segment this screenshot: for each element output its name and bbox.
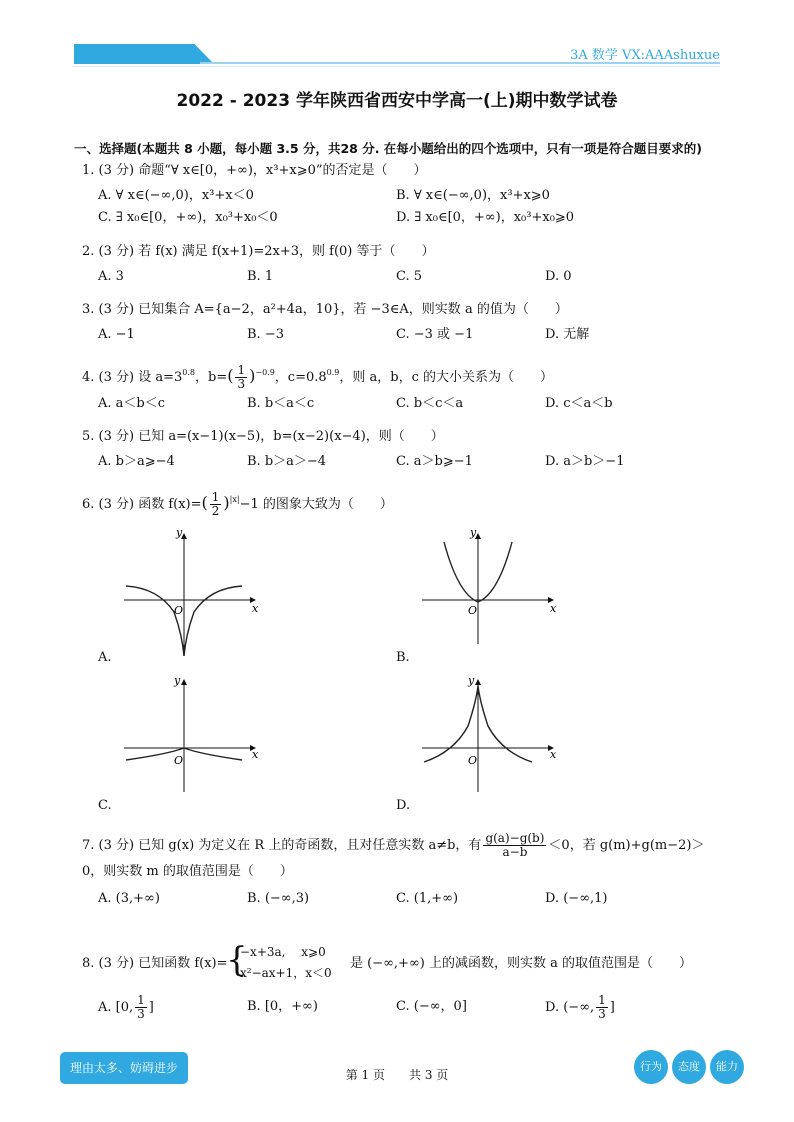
q2-option-a: A. 3 — [98, 269, 124, 284]
q7-option-a: A. (3,+∞) — [98, 891, 160, 906]
q3-option-a: A. −1 — [98, 327, 135, 342]
header-brand: 3A 数学 VX:AAAshuxue — [570, 48, 720, 63]
q1-option-c: C. ∃ x₀∈[0，+∞)，x₀³+x₀＜0 — [98, 210, 278, 225]
q1-option-d: D. ∃ x₀∈[0，+∞)，x₀³+x₀⩾0 — [396, 210, 575, 225]
q7-stem-line2: 0，则实数 m 的取值范围是（ ） — [82, 864, 293, 879]
x-label: x — [550, 602, 557, 615]
origin-label: O — [174, 754, 184, 767]
footer-badge-attitude: 态度 — [672, 1050, 706, 1084]
x-label: x — [550, 748, 557, 761]
q8-option-a: A. [0, $\frac{1}{3}$ ] — [98, 993, 154, 1021]
q2-option-d: D. 0 — [545, 269, 572, 284]
q5-option-a: A. b＞a⩾−4 — [98, 454, 175, 469]
page-title: 2022 - 2023 学年陕西省西安中学高一(上)期中数学试卷 — [176, 91, 618, 111]
x-label: x — [252, 748, 259, 761]
q6-graph-a — [118, 524, 268, 664]
q2-stem: 2. (3 分) 若 f(x) 满足 f(x+1)=2x+3，则 f(0) 等于（ ） — [82, 244, 435, 259]
q6-option-d: D. — [396, 798, 411, 813]
x-label: x — [252, 602, 259, 615]
q4-option-c: C. b＜c＜a — [396, 396, 464, 411]
q8-stem-pre: 8. (3 分) 已知函数 f(x)= — [82, 956, 228, 971]
q4-option-d: D. c＜a＜b — [545, 396, 613, 411]
q6-option-b: B. — [396, 650, 410, 665]
origin-label: O — [468, 604, 478, 617]
q4-stem: 4. (3 分) 设 $a=3^{0.8}$，b=( $\frac{1}{3}$ )$^{-0.9}$，$c=0.8^{0.9}$，则 a，b，c 的大小关系为（ ） — [82, 363, 554, 391]
q7-option-b: B. (−∞,3) — [247, 891, 310, 906]
footer-badge-ability: 能力 — [710, 1050, 744, 1084]
curve-left — [424, 686, 478, 762]
curve-right — [478, 686, 532, 762]
q2-option-c: C. 5 — [396, 269, 423, 284]
q8-stem-post: 是 (−∞,+∞) 上的减函数，则实数 a 的取值范围是（ ） — [350, 956, 692, 971]
footer-badge-behavior: 行为 — [634, 1050, 668, 1084]
y-label: y — [176, 526, 183, 539]
q4-option-a: A. a＜b＜c — [98, 396, 166, 411]
curve-left — [126, 586, 184, 656]
q8-case2: x²−ax+1，x＜0 — [240, 966, 332, 980]
q5-option-b: B. b＞a＞−4 — [247, 454, 327, 469]
q3-option-d: D. 无解 — [545, 327, 590, 342]
q7-option-d: D. (−∞,1) — [545, 891, 608, 906]
q5-option-c: C. a＞b⩾−1 — [396, 454, 473, 469]
origin-label: O — [174, 604, 184, 617]
q8-option-b: B. [0，+∞) — [247, 999, 318, 1014]
q4-option-b: B. b＜a＜c — [247, 396, 315, 411]
origin-label: O — [468, 754, 478, 767]
q8-case1: −x+3a, x⩾0 — [240, 945, 326, 959]
curve-right — [184, 586, 242, 656]
q1-stem: 1. (3 分) 命题“∀ x∈[0，+∞)，x³+x⩾0”的否定是（ ） — [82, 163, 427, 178]
y-label: y — [468, 674, 475, 687]
footer-slogan-badge: 理由太多、妨碍进步 — [60, 1052, 188, 1084]
q8-brace: { — [226, 940, 248, 980]
q5-stem: 5. (3 分) 已知 a=(x−1)(x−5)，b=(x−2)(x−4)，则（ ） — [82, 429, 444, 444]
q7-option-c: C. (1,+∞) — [396, 891, 459, 906]
q3-option-b: B. −3 — [247, 327, 284, 342]
section-heading: 一、选择题(本题共 8 小题，每小题 3.5 分，共28 分. 在每小题给出的四个选项中，只有一项是符合题目要求的) — [74, 141, 703, 156]
q6-stem: 6. (3 分) 函数 f(x)=( $\frac{1}{2}$ )$^{|x|}$−1 的图象大致为（ ） — [82, 490, 393, 518]
q6-option-c: C. — [98, 798, 112, 813]
q6-graph-c — [118, 672, 268, 802]
q2-option-b: B. 1 — [247, 269, 274, 284]
q6-option-a: A. — [98, 650, 112, 665]
q3-stem: 3. (3 分) 已知集合 A={a−2，a²+4a，10}，若 −3∈A，则实数 a 的值为（ ） — [82, 302, 568, 317]
q5-option-d: D. a＞b＞−1 — [545, 454, 625, 469]
y-label: y — [470, 526, 477, 539]
y-label: y — [174, 674, 181, 687]
page-number: 第 1 页 共 3 页 — [345, 1068, 449, 1082]
q1-option-a: A. ∀ x∈(−∞,0)，x³+x＜0 — [98, 188, 254, 203]
q6-graph-d — [416, 672, 566, 802]
q8-option-d: D. (−∞, $\frac{1}{3}$ ] — [545, 993, 615, 1021]
q3-option-c: C. −3 或 −1 — [396, 327, 474, 342]
q1-option-b: B. ∀ x∈(−∞,0)，x³+x⩾0 — [396, 188, 550, 203]
header-accent-bar — [74, 44, 214, 64]
header-rule-light — [74, 66, 720, 67]
q6-graph-b — [416, 524, 566, 664]
q8-option-c: C. (−∞，0] — [396, 999, 467, 1014]
q7-stem: 7. (3 分) 已知 g(x) 为定义在 R 上的奇函数，且对任意实数 a≠b，有 $\frac{g(a)-g(b)}{a-b}$ ＜0，若 g(m)+g(m−2)＞ — [82, 831, 705, 859]
